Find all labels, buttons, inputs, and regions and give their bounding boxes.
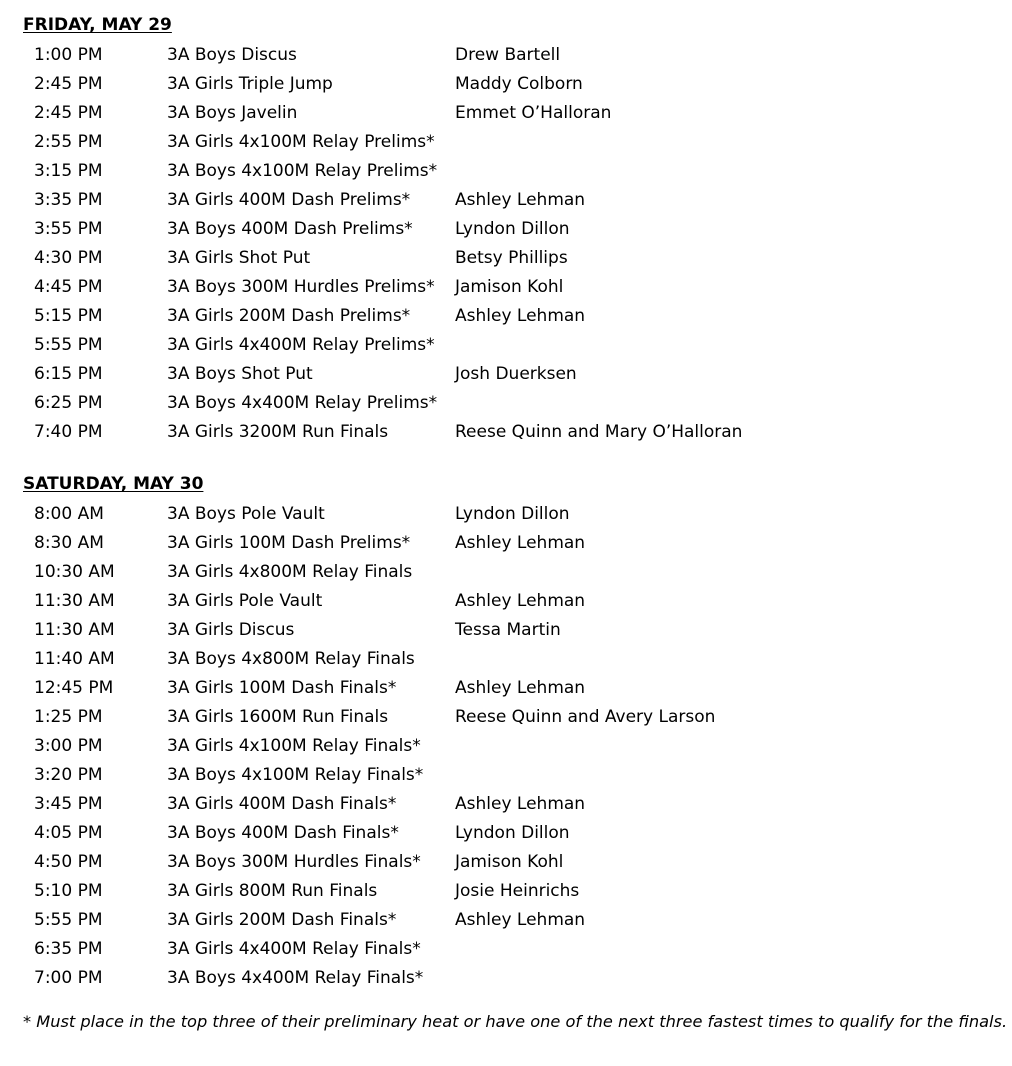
schedule-row — [0, 906, 1012, 935]
event-name: 3A Girls Triple Jump — [167, 74, 333, 94]
event-name: 3A Girls Pole Vault — [167, 591, 323, 611]
event-athletes: Jamison Kohl — [455, 277, 564, 297]
event-name: 3A Girls 400M Dash Prelims* — [167, 190, 411, 210]
event-time: 5:55 PM — [34, 910, 103, 930]
schedule-row — [0, 848, 1012, 877]
event-name: 3A Girls 1600M Run Finals — [167, 707, 389, 727]
schedule-row — [0, 761, 1012, 790]
event-time: 6:35 PM — [34, 939, 103, 959]
schedule-row — [0, 703, 1012, 732]
schedule-row — [0, 500, 1012, 529]
schedule-row — [0, 790, 1012, 819]
event-time: 2:55 PM — [34, 132, 103, 152]
event-name: 3A Girls 100M Dash Finals* — [167, 678, 397, 698]
event-name: 3A Boys Pole Vault — [167, 504, 325, 524]
event-athletes: Lyndon Dillon — [455, 219, 570, 239]
event-name: 3A Girls 100M Dash Prelims* — [167, 533, 411, 553]
event-name: 3A Boys Shot Put — [167, 364, 313, 384]
event-time: 3:00 PM — [34, 736, 103, 756]
schedule-row — [0, 244, 1012, 273]
event-name: 3A Girls Discus — [167, 620, 295, 640]
event-athletes: Reese Quinn and Avery Larson — [455, 707, 716, 727]
event-name: 3A Boys 300M Hurdles Prelims* — [167, 277, 435, 297]
event-time: 11:40 AM — [34, 649, 115, 669]
schedule-row — [0, 331, 1012, 360]
event-athletes: Ashley Lehman — [455, 533, 586, 553]
event-name: 3A Girls 200M Dash Prelims* — [167, 306, 411, 326]
event-athletes: Jamison Kohl — [455, 852, 564, 872]
event-name: 3A Girls 4x800M Relay Finals — [167, 562, 413, 582]
event-name: 3A Boys 400M Dash Finals* — [167, 823, 399, 843]
event-athletes: Betsy Phillips — [455, 248, 568, 268]
event-athletes: Josie Heinrichs — [455, 881, 580, 901]
schedule-row — [0, 418, 1012, 447]
schedule-row — [0, 389, 1012, 418]
day-heading-saturday: SATURDAY, MAY 30 — [23, 474, 204, 494]
event-time: 11:30 AM — [34, 620, 115, 640]
event-time: 4:50 PM — [34, 852, 103, 872]
event-athletes: Drew Bartell — [455, 45, 561, 65]
friday-schedule — [0, 41, 1012, 447]
event-name: 3A Girls 3200M Run Finals — [167, 422, 389, 442]
event-time: 2:45 PM — [34, 74, 103, 94]
event-name: 3A Girls 4x400M Relay Prelims* — [167, 335, 435, 355]
event-time: 7:00 PM — [34, 968, 103, 988]
schedule-row — [0, 157, 1012, 186]
event-name: 3A Girls Shot Put — [167, 248, 311, 268]
event-athletes: Josh Duerksen — [455, 364, 577, 384]
schedule-row — [0, 674, 1012, 703]
event-name: 3A Boys 4x400M Relay Finals* — [167, 968, 424, 988]
schedule-row — [0, 732, 1012, 761]
event-time: 7:40 PM — [34, 422, 103, 442]
schedule-row — [0, 273, 1012, 302]
event-athletes: Maddy Colborn — [455, 74, 583, 94]
event-time: 2:45 PM — [34, 103, 103, 123]
event-name: 3A Boys 4x800M Relay Finals — [167, 649, 415, 669]
schedule-row — [0, 215, 1012, 244]
event-athletes: Ashley Lehman — [455, 794, 586, 814]
event-name: 3A Boys 400M Dash Prelims* — [167, 219, 413, 239]
event-time: 1:00 PM — [34, 45, 103, 65]
event-name: 3A Girls 200M Dash Finals* — [167, 910, 397, 930]
event-athletes: Emmet O’Halloran — [455, 103, 612, 123]
qualification-footnote: * Must place in the top three of their preliminary heat or have one of the next three fastest times to qualify for the finals. — [23, 1012, 1008, 1031]
schedule-row — [0, 616, 1012, 645]
event-athletes: Ashley Lehman — [455, 591, 586, 611]
event-time: 6:15 PM — [34, 364, 103, 384]
event-athletes: Ashley Lehman — [455, 306, 586, 326]
saturday-schedule — [0, 500, 1012, 993]
event-time: 12:45 PM — [34, 678, 114, 698]
event-name: 3A Boys Discus — [167, 45, 297, 65]
event-time: 4:05 PM — [34, 823, 103, 843]
event-time: 5:15 PM — [34, 306, 103, 326]
event-time: 3:35 PM — [34, 190, 103, 210]
schedule-row — [0, 877, 1012, 906]
event-time: 5:55 PM — [34, 335, 103, 355]
event-time: 8:30 AM — [34, 533, 104, 553]
event-time: 3:55 PM — [34, 219, 103, 239]
event-name: 3A Boys 4x400M Relay Prelims* — [167, 393, 438, 413]
event-name: 3A Girls 800M Run Finals — [167, 881, 378, 901]
event-athletes: Lyndon Dillon — [455, 823, 570, 843]
schedule-row — [0, 186, 1012, 215]
event-athletes: Ashley Lehman — [455, 190, 586, 210]
event-name: 3A Girls 4x100M Relay Prelims* — [167, 132, 435, 152]
event-time: 4:45 PM — [34, 277, 103, 297]
event-name: 3A Boys 300M Hurdles Finals* — [167, 852, 421, 872]
schedule-row — [0, 99, 1012, 128]
event-athletes: Ashley Lehman — [455, 910, 586, 930]
event-name: 3A Boys 4x100M Relay Prelims* — [167, 161, 438, 181]
event-name: 3A Boys 4x100M Relay Finals* — [167, 765, 424, 785]
event-name: 3A Girls 4x100M Relay Finals* — [167, 736, 421, 756]
schedule-row — [0, 529, 1012, 558]
event-name: 3A Boys Javelin — [167, 103, 298, 123]
event-time: 4:30 PM — [34, 248, 103, 268]
event-time: 1:25 PM — [34, 707, 103, 727]
event-time: 5:10 PM — [34, 881, 103, 901]
event-athletes: Lyndon Dillon — [455, 504, 570, 524]
event-name: 3A Girls 4x400M Relay Finals* — [167, 939, 421, 959]
schedule-row — [0, 964, 1012, 993]
schedule-row — [0, 360, 1012, 389]
schedule-row — [0, 645, 1012, 674]
schedule-row — [0, 128, 1012, 157]
event-time: 8:00 AM — [34, 504, 104, 524]
event-athletes: Ashley Lehman — [455, 678, 586, 698]
event-name: 3A Girls 400M Dash Finals* — [167, 794, 397, 814]
event-athletes: Reese Quinn and Mary O’Halloran — [455, 422, 743, 442]
event-time: 11:30 AM — [34, 591, 115, 611]
event-time: 3:45 PM — [34, 794, 103, 814]
event-athletes: Tessa Martin — [455, 620, 561, 640]
event-time: 3:20 PM — [34, 765, 103, 785]
schedule-row — [0, 558, 1012, 587]
schedule-row — [0, 70, 1012, 99]
schedule-row — [0, 41, 1012, 70]
schedule-row — [0, 819, 1012, 848]
event-time: 6:25 PM — [34, 393, 103, 413]
schedule-row — [0, 587, 1012, 616]
event-time: 3:15 PM — [34, 161, 103, 181]
day-heading-friday: FRIDAY, MAY 29 — [23, 15, 172, 35]
schedule-row — [0, 935, 1012, 964]
event-time: 10:30 AM — [34, 562, 115, 582]
schedule-row — [0, 302, 1012, 331]
